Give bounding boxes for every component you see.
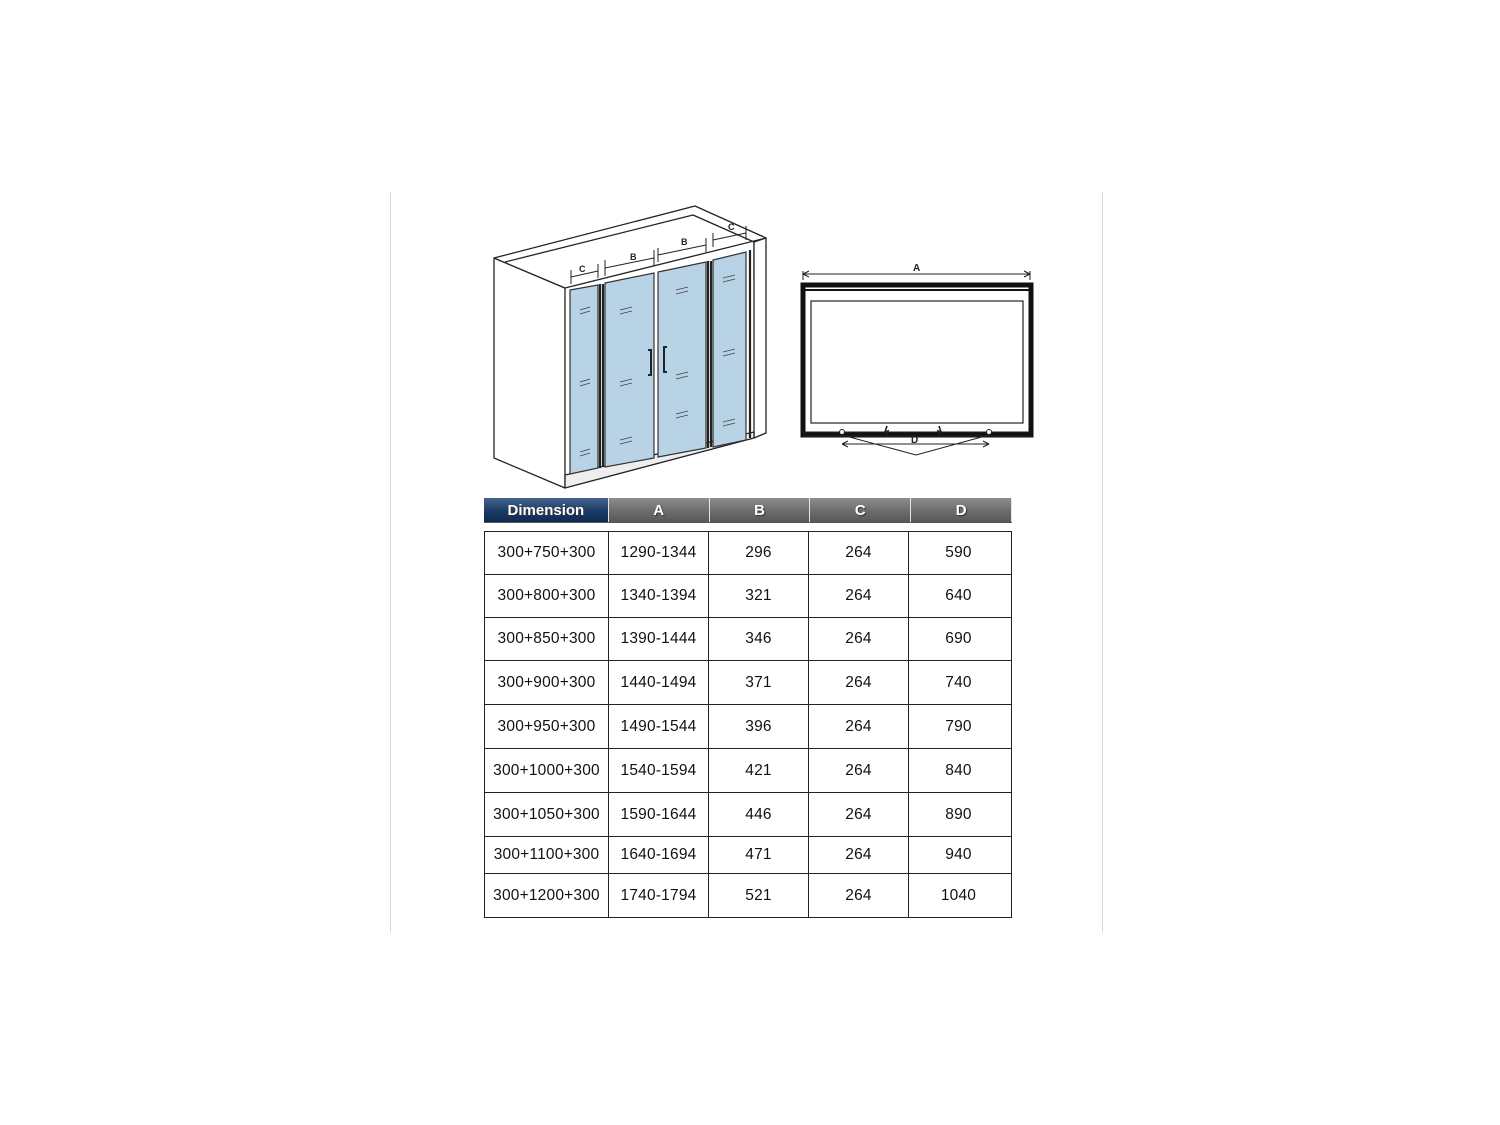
- cell-a: 1640-1694: [609, 837, 709, 873]
- table-header: [484, 498, 1012, 523]
- cell-a: 1440-1494: [609, 661, 709, 704]
- cell-a: 1590-1644: [609, 793, 709, 836]
- cell-b: 521: [709, 874, 809, 917]
- dimension-table: [484, 498, 1012, 918]
- cell-dimension: 300+1200+300: [485, 874, 609, 917]
- cell-d: 790: [945, 717, 972, 735]
- cell-b: 296: [709, 532, 809, 574]
- header-dimension: Dimension: [484, 498, 609, 522]
- cell-dimension: 300+1000+300: [485, 749, 609, 792]
- cell-a: 1740-1794: [609, 874, 709, 917]
- cell-b: 346: [709, 618, 809, 660]
- cell-a: 1390-1444: [609, 618, 709, 660]
- left-frame-line: [390, 192, 391, 932]
- table-row: [485, 749, 1011, 793]
- table-row: [485, 532, 1011, 575]
- cell-dimension: 300+750+300: [485, 532, 609, 574]
- cell-dimension: 300+950+300: [485, 705, 609, 748]
- cell-dimension: 300+1050+300: [485, 793, 609, 836]
- cell-c: 264: [809, 705, 909, 748]
- cell-c: 264: [809, 793, 909, 836]
- header-c: C: [810, 498, 911, 522]
- cell-c: 264: [809, 661, 909, 704]
- cell-c: 264: [809, 874, 909, 917]
- tray-inner: [811, 301, 1023, 423]
- cell-a: 1340-1394: [609, 575, 709, 617]
- table-body: [484, 531, 1012, 918]
- cell-b: 446: [709, 793, 809, 836]
- fixed-panel-left: [570, 285, 598, 474]
- cell-dimension: 300+850+300: [485, 618, 609, 660]
- cell-d: 890: [945, 805, 972, 823]
- label-a: A: [913, 263, 921, 274]
- cell-d: 1040: [940, 886, 977, 904]
- cell-c: 264: [809, 837, 909, 873]
- cell-b: 421: [709, 749, 809, 792]
- cell-d: 640: [945, 587, 972, 604]
- cell-a: 1290-1344: [609, 532, 709, 574]
- cell-dimension: 300+800+300: [485, 575, 609, 617]
- right-frame-line: [1102, 192, 1103, 932]
- cell-d: 690: [945, 630, 972, 647]
- cell-a: 1490-1544: [609, 705, 709, 748]
- label-b-right: B: [681, 237, 688, 247]
- table-row: [485, 618, 1011, 661]
- cell-d: 740: [945, 673, 972, 691]
- cell-b: 321: [709, 575, 809, 617]
- table-row: [485, 575, 1011, 618]
- table-row: [485, 837, 1011, 874]
- label-d: D: [911, 435, 919, 446]
- cell-d: 590: [945, 544, 972, 561]
- table-row: [485, 661, 1011, 705]
- cell-c: 264: [809, 749, 909, 792]
- cell-c: 264: [809, 618, 909, 660]
- cell-b: 396: [709, 705, 809, 748]
- right-wall: [754, 238, 766, 438]
- plan-view-diagram: [795, 258, 1040, 463]
- cell-c: 264: [809, 575, 909, 617]
- table-row: [485, 874, 1011, 918]
- fixed-panel-right: [713, 252, 746, 447]
- cell-d: 840: [945, 761, 972, 779]
- label-c-right: C: [728, 222, 735, 232]
- cell-c: 264: [809, 532, 909, 574]
- table-row: [485, 705, 1011, 749]
- cell-dimension: 300+900+300: [485, 661, 609, 704]
- header-a: A: [609, 498, 710, 522]
- header-b: B: [710, 498, 811, 522]
- cell-b: 471: [709, 837, 809, 873]
- label-c-left: C: [579, 264, 586, 274]
- cell-dimension: 300+1100+300: [485, 837, 609, 873]
- isometric-enclosure-diagram: [488, 200, 778, 492]
- cell-d: 940: [945, 846, 972, 863]
- left-wall: [494, 258, 565, 488]
- table-row: [485, 793, 1011, 837]
- label-b-left: B: [630, 252, 637, 262]
- header-d: D: [911, 498, 1012, 522]
- cell-a: 1540-1594: [609, 749, 709, 792]
- door-panel-right: [658, 262, 706, 457]
- cell-b: 371: [709, 661, 809, 704]
